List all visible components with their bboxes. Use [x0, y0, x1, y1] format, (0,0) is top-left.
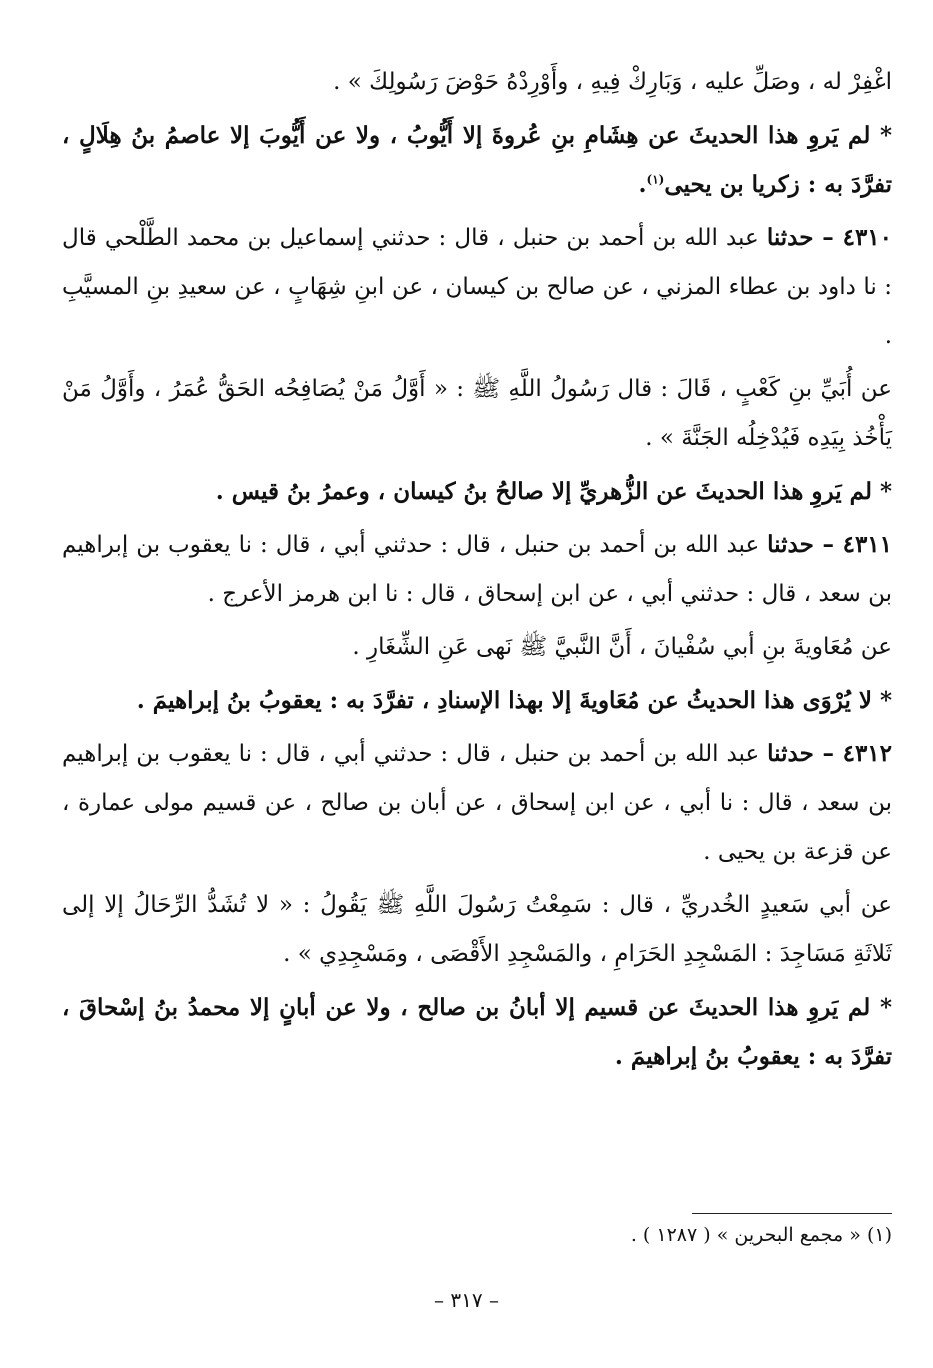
footnote-marker: (١) — [646, 172, 665, 187]
hadith-4311-note: * لا يُرْوَى هذا الحديثُ عن مُعَاويةَ إلا بهذا الإسنادِ ، تفرَّدَ به : يعقوبُ بنُ إبراهيمَ . — [136, 687, 892, 714]
narration-note — [62, 111, 892, 209]
hadith-4311-isnad — [62, 520, 892, 619]
footnote-divider — [692, 1213, 892, 1214]
narration-note-end: . — [638, 171, 647, 198]
isnad-text: عبد الله بن أحمد بن حنبل ، قال : حدثني أبي ، قال : نا يعقوب بن إبراهيم بن سعد ، قال : حدثني أبي ، عن ابن إسحاق ، قال : نا ابن هرمز الأعرج . — [62, 532, 892, 607]
narration-note-text: * لم يَروِ هذا الحديثَ عن هِشَامِ بنِ عُروةَ إلا أَيُّوبُ ، ولا عن أَيُّوبَ إلا عاصمُ بنُ هِلَالٍ ، تفرَّدَ به : زكريا بن يحيى — [62, 122, 892, 198]
isnad-text: عبد الله بن أحمد بن حنبل ، قال : حدثني إسماعيل بن محمد الطَّلْحي قال : نا داود بن عطاء المزني ، عن صالح بن كيسان ، عن ابنِ شِهَابٍ ، عن سعيدِ بنِ المسيَّبِ . — [62, 225, 892, 349]
hadith-4310-matn: عن أُبَيِّ بنِ كَعْبٍ ، قَالَ : قال رَسُولُ اللَّهِ ﷺ : « أَوَّلُ مَنْ يُصَافِحُه الحَقُّ عُمَرُ ، وأَوَّلُ مَنْ يَأْخُذ بِيَدِه فَيُدْخِلُه الجَنَّةَ » . — [62, 376, 892, 451]
page-body — [62, 58, 892, 1081]
page-number: – ٣١٧ – — [434, 1288, 499, 1312]
hadith-number: ٤٣١١ – حدثنا — [767, 531, 893, 558]
hadith-4311-matn: عن مُعَاويةَ بنِ أبي سُفْيانَ ، أَنَّ النَّبيَّ ﷺ نَهى عَنِ الشِّغَارِ . — [352, 634, 892, 660]
hadith-4312-isnad — [62, 729, 892, 877]
hadith-number: ٤٣١٢ – حدثنا — [767, 740, 893, 767]
isnad-text: عبد الله بن أحمد بن حنبل ، قال : حدثني أبي ، قال : نا يعقوب بن إبراهيم بن سعد ، قال : نا أبي ، عن ابن إسحاق ، عن أبان بن صالح ، عن قسيم مولى عمارة ، عن قزعة بن يحيى . — [62, 741, 892, 865]
continuation-line: اغْفِرْ له ، وصَلِّ عليه ، وَبَارِكْ فِيهِ ، وأَوْرِدْهُ حَوْضَ رَسُولِكَ » . — [333, 69, 892, 95]
footnote: (١) « مجمع البحرين » ( ١٢٨٧ ) . — [630, 1224, 892, 1246]
hadith-4312-matn: عن أبي سَعيدٍ الخُدريِّ ، قال : سَمِعْتُ رَسُولَ اللَّهِ ﷺ يَقُولُ : « لا تُشَدُّ الرِّحَالُ إلا إلى ثَلاثَةِ مَسَاجِدَ : المَسْجِدِ الحَرَامِ ، والمَسْجِدِ الأَقْصَى ، ومَسْجِدِي » . — [62, 892, 892, 967]
hadith-number: ٤٣١٠ – حدثنا — [766, 224, 893, 251]
hadith-4312-note: * لم يَروِ هذا الحديثَ عن قسيم إلا أبانُ بن صالح ، ولا عن أبانٍ إلا محمدُ بنُ إسْحاقَ ، تفرَّدَ به : يعقوبُ بنُ إبراهيمَ . — [62, 994, 892, 1070]
hadith-4310-isnad — [62, 213, 892, 361]
hadith-4310-note: * لم يَروِ هذا الحديثَ عن الزُّهريِّ إلا صالحُ بنُ كيسان ، وعمرُ بنُ قيس . — [215, 478, 892, 505]
